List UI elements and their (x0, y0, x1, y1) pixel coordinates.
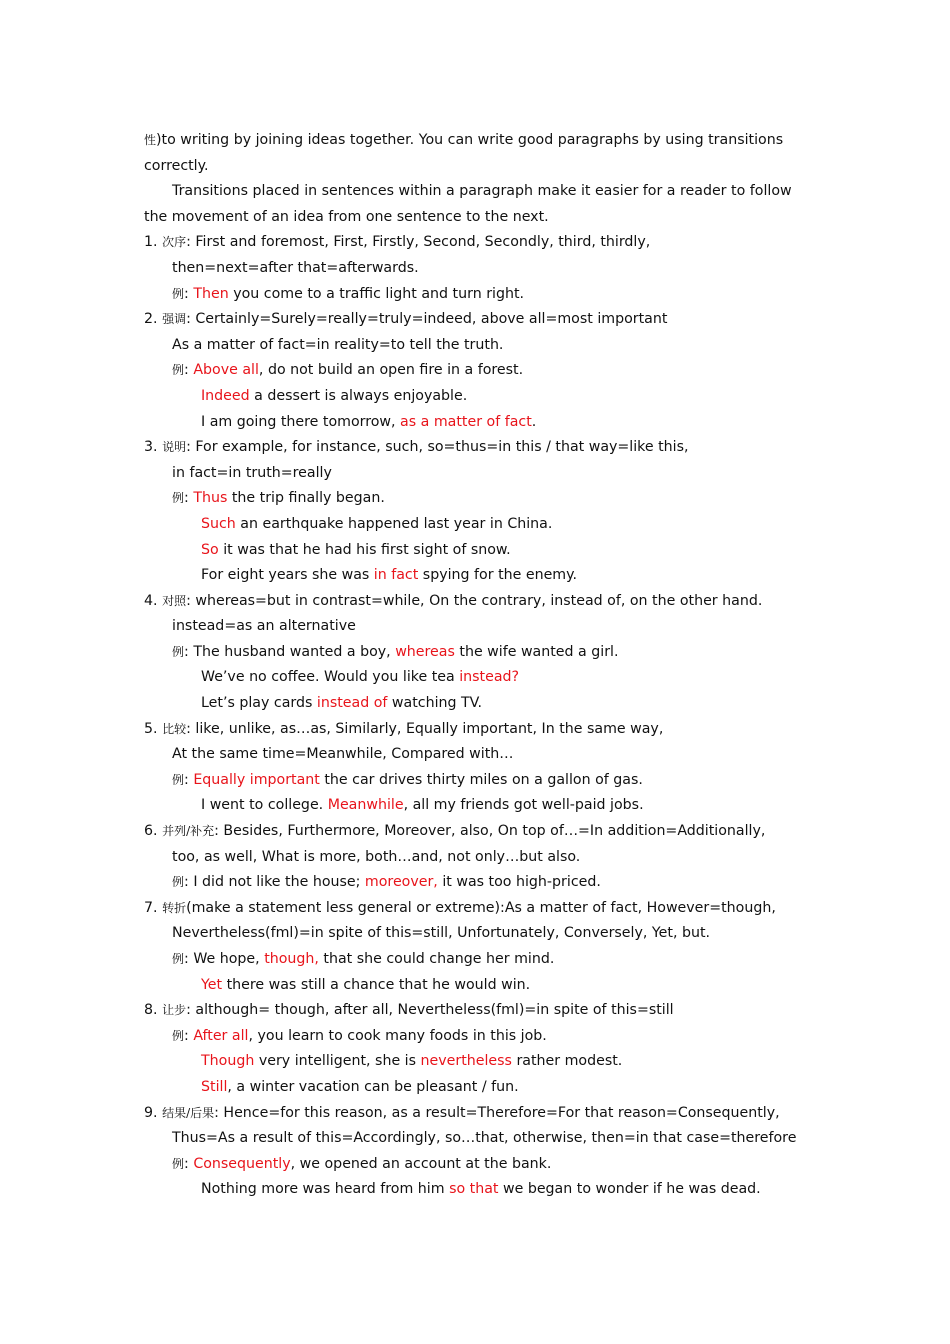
example-label: 例 (172, 875, 185, 890)
paragraph-2-line-2: the movement of an idea from one sentence to the next. (144, 208, 549, 225)
intro-paragraph-line-1 (144, 128, 814, 154)
section-number: 2. (144, 311, 158, 328)
section-3-example-3 (144, 538, 814, 564)
section-category: 比较 (162, 721, 187, 736)
section-2-line-2: As a matter of fact=in reality=to tell the truth. (172, 336, 504, 353)
section-colon: : (186, 592, 191, 609)
highlighted-transition: Indeed (201, 387, 250, 404)
section-number: 4. (144, 592, 158, 609)
section-number: 1. (144, 234, 158, 251)
highlighted-transition: whereas (395, 643, 455, 660)
section-3-example-1: 例: Thus the trip finally began. (172, 490, 385, 507)
section-3-line-2: in fact=in truth=really (172, 464, 332, 481)
highlighted-transition: Consequently (193, 1155, 291, 1172)
section-colon: : (214, 1104, 219, 1121)
example-label: 例 (172, 952, 185, 966)
example-label: 例 (172, 1156, 185, 1171)
highlighted-transition: instead? (459, 669, 520, 686)
document-page (144, 128, 814, 1203)
section-7-line-2: Nevertheless(fml)=in spite of this=still, Unfortunately, Conversely, Yet, but. (172, 925, 711, 942)
example-text: the trip finally began. (227, 490, 385, 507)
section-number: 5. (144, 720, 158, 737)
paragraph-2-line-1: Transitions placed in sentences within a paragraph make it easier for a reader to follow (172, 183, 792, 200)
example-text: the car drives thirty miles on a gallon of gas. (319, 771, 643, 788)
section-3-example-4 (144, 563, 814, 589)
example-text: rather modest. (511, 1053, 623, 1070)
section-5-line-2: At the same time=Meanwhile, Compared with… (172, 746, 514, 763)
example-text: a dessert is always enjoyable. (249, 387, 468, 404)
example-text: We hope, (193, 951, 265, 967)
section-4-line-2: instead=as an alternative (172, 618, 356, 635)
example-text: , all my friends got well-paid jobs. (403, 797, 644, 814)
highlighted-transition: Still (201, 1078, 228, 1095)
section-colon: : (186, 311, 191, 328)
section-colon: (make a statement less general or extreme): (186, 899, 505, 916)
example-text: an earthquake happened last year in China. (235, 515, 553, 532)
highlighted-transition: So (201, 541, 219, 558)
section-1-heading (144, 230, 814, 256)
example-text: we began to wonder if he was dead. (498, 1181, 761, 1198)
highlighted-transition: Yet (201, 976, 223, 993)
section-category: 次序 (162, 235, 187, 250)
example-text: , do not build an open fire in a forest. (258, 362, 524, 379)
section-number: 8. (144, 1002, 158, 1019)
section-9-example-1: 例: Consequently, we opened an account at the bank. (172, 1155, 552, 1172)
section-7-heading (144, 896, 814, 922)
section-transitions: For example, for instance, such, so=thus=in this / that way=like this, (195, 439, 689, 456)
section-transitions: like, unlike, as…as, Similarly, Equally important, In the same way, (195, 720, 664, 737)
highlighted-transition: instead of (316, 695, 388, 712)
example-text: it was that he had his first sight of snow. (218, 541, 511, 558)
section-4-example-3 (144, 691, 814, 717)
highlighted-transition: Such (201, 515, 236, 532)
highlighted-transition: Meanwhile (327, 797, 404, 814)
section-colon: : (186, 234, 191, 251)
section-category: 结果/后果 (162, 1105, 215, 1120)
section-category: 对照 (162, 593, 187, 608)
section-6-heading (144, 819, 814, 845)
example-text: there was still a chance that he would win. (222, 976, 531, 993)
example-text: , a winter vacation can be pleasant / fun. (227, 1078, 519, 1095)
section-5-example-1: 例: Equally important the car drives thirty miles on a gallon of gas. (172, 771, 643, 788)
highlighted-transition: moreover, (364, 874, 438, 891)
example-label: 例 (172, 491, 185, 506)
example-text: I did not like the house; (193, 874, 365, 891)
section-9-line-2: Thus=As a result of this=Accordingly, so…that, otherwise, then=in that case=therefore (172, 1130, 797, 1147)
example-label: 例 (172, 363, 185, 378)
intro-cn-fragment: 性 (144, 133, 157, 147)
section-colon: : (186, 439, 191, 456)
intro-paragraph-line-2: correctly. (144, 157, 209, 174)
section-9-heading (144, 1101, 814, 1127)
highlighted-transition: so that (449, 1181, 499, 1198)
section-8-example-1: 例: After all, you learn to cook many foods in this job. (172, 1027, 547, 1044)
section-category: 说明 (162, 440, 187, 455)
section-colon: : (186, 720, 191, 737)
section-1-line-2: then=next=after that=afterwards. (172, 259, 419, 276)
section-transitions: Certainly=Surely=really=truly=indeed, above all=most important (195, 311, 668, 328)
example-text: that she could change her mind. (318, 951, 555, 967)
section-2-heading (144, 307, 814, 333)
example-text: the wife wanted a girl. (454, 643, 619, 660)
highlighted-transition: Thus (193, 490, 228, 507)
section-transitions: As a matter of fact, However=though, (504, 899, 776, 916)
section-3-heading (144, 435, 814, 461)
highlighted-transition: in fact (373, 567, 419, 584)
intro-text: )to writing by joining ideas together. You can write good paragraphs by using transitions (156, 132, 784, 148)
highlighted-transition: Equally important (193, 771, 320, 788)
highlighted-transition: Above all (193, 362, 259, 379)
highlighted-transition: Though (201, 1053, 255, 1070)
example-text: For eight years she was (201, 567, 374, 584)
example-text: Let’s play cards (201, 695, 317, 712)
section-8-heading (144, 998, 814, 1024)
section-transitions: Besides, Furthermore, Moreover, also, On top of…=In addition=Additionally, (223, 823, 766, 840)
section-2-example-2 (144, 384, 814, 410)
example-text: , you learn to cook many foods in this job. (248, 1027, 547, 1044)
example-text: you come to a traffic light and turn right. (228, 285, 525, 302)
example-label: 例 (172, 644, 185, 659)
section-number: 3. (144, 439, 158, 456)
example-label: 例 (172, 772, 185, 787)
example-text: Nothing more was heard from him (201, 1181, 450, 1198)
example-text: I went to college. (201, 797, 328, 814)
section-2-example-1: 例: Above all, do not build an open fire in a forest. (172, 362, 524, 379)
section-transitions: although= though, after all, Nevertheless(fml)=in spite of this=still (195, 1002, 674, 1019)
section-number: 6. (144, 823, 158, 840)
example-text: watching TV. (387, 695, 483, 712)
section-8-example-3 (144, 1075, 814, 1101)
example-label: 例 (172, 286, 185, 301)
example-text: spying for the enemy. (418, 567, 578, 584)
section-6-example-1: 例: I did not like the house; moreover, it was too high-priced. (172, 874, 601, 891)
section-8-example-2 (144, 1049, 814, 1075)
example-text: We’ve no coffee. Would you like tea (201, 669, 460, 686)
highlighted-transition: Then (193, 285, 229, 302)
section-transitions: First and foremost, First, Firstly, Second, Secondly, third, thirdly, (195, 234, 651, 251)
section-5-heading (144, 717, 814, 743)
section-3-example-2 (144, 512, 814, 538)
section-6-line-2: too, as well, What is more, both…and, not only…but also. (172, 848, 581, 865)
highlighted-transition: though, (264, 951, 319, 967)
section-colon: : (214, 823, 219, 840)
section-transitions: Hence=for this reason, as a result=Therefore=For that reason=Consequently, (223, 1104, 780, 1121)
section-colon: : (186, 1002, 191, 1019)
example-text: The husband wanted a boy, (193, 643, 396, 660)
example-text: . (531, 413, 537, 430)
section-number: 7. (144, 899, 158, 916)
highlighted-transition: as a matter of fact (400, 413, 532, 430)
example-label: 例 (172, 1028, 185, 1043)
section-category: 并列/补充 (162, 824, 215, 839)
highlighted-transition: After all (193, 1027, 249, 1044)
section-category: 强调 (162, 312, 187, 327)
example-text: very intelligent, she is (254, 1053, 421, 1070)
example-text: I am going there tomorrow, (201, 413, 401, 430)
section-7-example-2 (144, 973, 814, 999)
section-9-example-2 (144, 1177, 814, 1203)
section-category: 让步 (162, 1003, 187, 1018)
section-4-heading (144, 589, 814, 615)
section-5-example-2 (144, 793, 814, 819)
section-4-example-1: 例: The husband wanted a boy, whereas the wife wanted a girl. (172, 643, 619, 660)
section-4-example-2 (144, 665, 814, 691)
section-2-example-3 (144, 410, 814, 436)
section-transitions: whereas=but in contrast=while, On the contrary, instead of, on the other hand. (195, 592, 763, 609)
section-7-example-1: 例: We hope, though, that she could change her mind. (172, 951, 555, 967)
example-text: it was too high-priced. (437, 874, 601, 891)
section-number: 9. (144, 1104, 158, 1121)
section-category: 转折 (162, 900, 187, 915)
highlighted-transition: nevertheless (420, 1053, 512, 1070)
section-1-example-1: 例: Then you come to a traffic light and turn right. (172, 285, 525, 302)
example-text: , we opened an account at the bank. (290, 1155, 552, 1172)
